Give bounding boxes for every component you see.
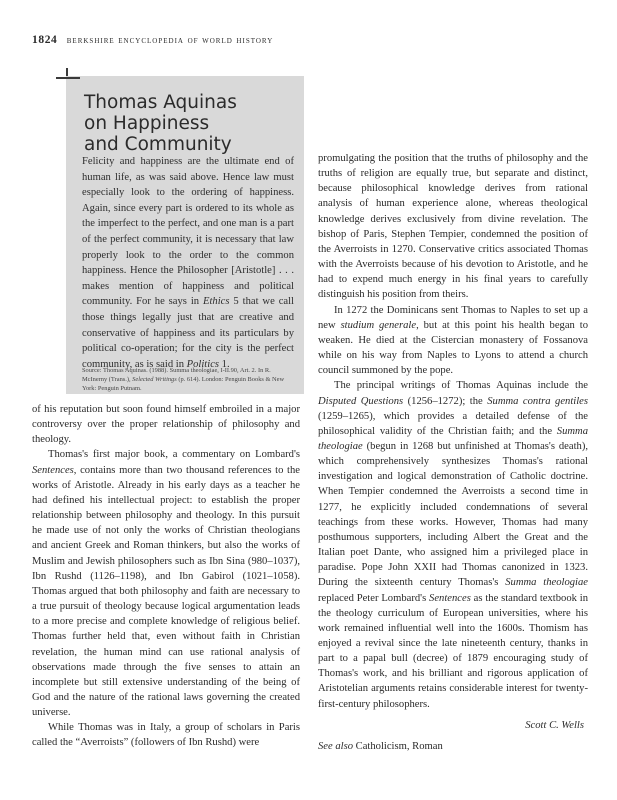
work-title-politics: Politics: [186, 358, 220, 370]
paragraph-text: In 1272 the Dominicans sent Thomas to Naples to set up a new: [318, 304, 588, 331]
see-also-link[interactable]: Catholicism, Roman: [353, 740, 443, 752]
sidebar-quote: [82, 154, 294, 372]
quote-text: 5 that we call those things legally just that are creative and conservative of happiness and its particulars by political co-operation; for the city is the perfect community, as is said in: [82, 296, 294, 370]
paragraph-text: The principal writings of Thomas Aquinas include the: [334, 380, 588, 392]
sidebar-box: [66, 76, 304, 394]
paragraph-text: as the standard textbook in the theology curriculum of European universities, where his work remained influential well into the 1600s. Thomism has enjoyed a revival since the late nineteenth century, thanks in part to a papal bull (decree) of 1879 encouraging study of Thomas's work, and his brilliant and rigorous application of Aristotelian arguments retains considerable interest for twenty-first-century philosophers.: [318, 592, 588, 710]
paragraph-text: (1256–1272); the: [403, 395, 488, 407]
paragraph-text: (begun in 1268 but unfinished at Thomas's death), which comprehensively synthesizes Thomas's rational investigation and logical demonstration of Catholic doctrine. When Tempier condemned the Averroists a second time in 1277, he explicitly included condemnations of several teachings from these works. However, Thomas had many posthumous supporters, including Albert the Great and the Italian poet Dante, who assigned him a privileged place in paradise. Pope John XXII had Thomas canonized in 1323. During the sixteenth century Thomas's: [318, 440, 588, 589]
sidebar-title: [84, 92, 294, 155]
see-also-label: See also: [318, 740, 354, 752]
paragraph: While Thomas was in Italy, a group of scholars in Paris called the “Averroists” (followers of Ibn Rushd) were: [32, 722, 300, 749]
work-title: Summa theologiae: [505, 577, 589, 589]
paragraph: [318, 378, 588, 711]
right-column: [318, 151, 588, 754]
paragraph: [32, 447, 300, 720]
source-text: Source: Thomas Aquinas. (1988). Summa theologiae, I-II.90, Art. 2. In R. McInerny (Trans.),: [82, 367, 271, 383]
running-header: [32, 34, 592, 50]
term-italic: studium generale: [340, 319, 417, 331]
paragraph-text: , contains more than two thousand references to the works of Aristotle. Already in his early days as a teacher he had defined his intellectual project: to establish the proper relationship between philosophy and theology. In this pursuit he made use of not only the works of Christian theologians and ancient Greek and Roman thinkers, but also the works of Muslim and Jewish philosophers such as Ibn Sina (980–1037), Ibn Rushd (1126–1198), and Ibn Gabirol (1021–1058). Thomas argued that both philosophy and faith are necessary to a true pursuit of theology because logical argumentation leads to a more precise and complete knowledge of religious belief. Thomas further held that, even without faith in Christian revelation, the human mind can use rational analysis of observations made through the five senses to attain an incomplete but still extensive understanding of the being of God and the nature of the rational laws governing the created universe.: [32, 464, 300, 719]
paragraph-text: Thomas's first major book, a commentary on Lombard's: [48, 449, 300, 461]
work-title: Summa theologiae: [318, 425, 588, 452]
work-title-ethics: Ethics: [203, 296, 230, 308]
source-book-title: Selected Writings: [132, 376, 177, 383]
paragraph: promulgating the position that the truths of philosophy and the truths of religion are equally true, but separate and distinct, because philosophical knowledge derives from rational analysis of human experience alone, whereas theological knowledge derives exclusively from divine revelation. The bishop of Paris, Stephen Tempier, condemned the position of the Averroists in 1270. Conservative critics associated Thomas with the Averroists because of his devotion to Aristotle, and he had to expend much energy in his final years to carefully distinguish his position from theirs.: [318, 153, 588, 301]
paragraph-text: (1259–1265), which provides a detailed defense of the philosophical validity of the Christian faith; and the: [318, 410, 588, 437]
sidebar-title-line: on Happiness: [84, 113, 210, 134]
sidebar-title-line: Thomas Aquinas: [84, 92, 237, 113]
paragraph: of his reputation but soon found himself embroiled in a major controversy over the proper relationship of philosophy and theology.: [32, 404, 300, 446]
work-title: Disputed Questions: [318, 395, 404, 407]
sidebar-title-line: and Community: [84, 134, 232, 155]
source-text: (p. 614). London: Penguin Books & New York: Penguin Putnam.: [82, 376, 285, 392]
author-signature: Scott C. Wells: [525, 719, 584, 731]
sidebar-source: [82, 366, 296, 393]
work-title: Sentences: [429, 592, 471, 604]
work-title: Summa contra gentiles: [487, 395, 588, 407]
paragraph-text: , but at this point his health began to weaken. He died at the Cistercian monastery of Fossanova while on his way from Naples to Lyons to attend a church council summoned by the pope.: [318, 319, 588, 377]
paragraph: [318, 303, 588, 379]
work-title: Sentences: [32, 464, 74, 476]
sidebar-corner-mark-horizontal: [56, 77, 80, 79]
see-also: [318, 739, 588, 754]
page-number: 1824: [32, 34, 58, 46]
running-title: berkshire encyclopedia of world history: [66, 35, 274, 46]
paragraph-text: replaced Peter Lombard's: [318, 592, 430, 604]
left-column: [32, 402, 300, 751]
quote-text: 1.: [219, 358, 230, 370]
quote-text: Felicity and happiness are the ultimate end of human life, as was said above. Hence law must especially look to the ordering of happiness. Again, since every part is ordered to its whole as the imperfect to the perfect, and one man is a part of the perfect community, it is necessary that law properly look to the order to the common happiness. Hence the Philosopher [Aristotle] . . . makes mention of happiness and political community. For he says in: [82, 156, 294, 308]
